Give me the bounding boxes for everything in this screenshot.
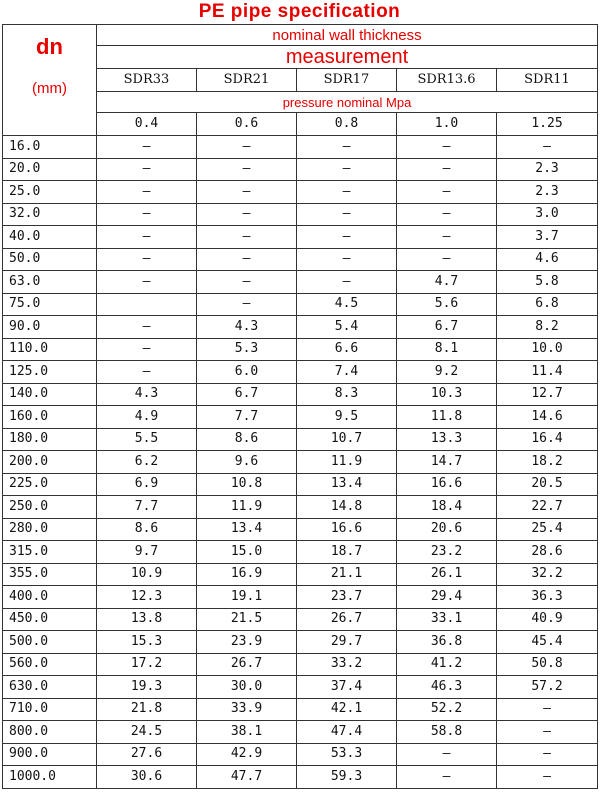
thickness-cell: – [197, 158, 297, 181]
header-row-wall [3, 25, 598, 46]
thickness-cell: 7.7 [97, 496, 197, 519]
thickness-cell: – [397, 248, 497, 271]
thickness-cell: – [197, 203, 297, 226]
table-row [3, 181, 598, 204]
table-row [3, 226, 598, 249]
thickness-cell: 14.8 [297, 496, 397, 519]
thickness-cell: 3.7 [497, 226, 598, 249]
dn-cell: 200.0 [3, 451, 97, 474]
table-row [3, 271, 598, 294]
thickness-cell: 4.3 [97, 383, 197, 406]
dn-cell: 710.0 [3, 698, 97, 721]
thickness-cell: 14.6 [497, 406, 598, 429]
pressure-value-cell: 0.6 [197, 113, 297, 136]
thickness-cell: 12.7 [497, 383, 598, 406]
thickness-cell: 15.0 [197, 541, 297, 564]
thickness-cell: 23.7 [297, 586, 397, 609]
dn-cell: 32.0 [3, 203, 97, 226]
thickness-cell: – [297, 203, 397, 226]
thickness-cell: – [497, 721, 598, 744]
table-row [3, 676, 598, 699]
table-row [3, 496, 598, 519]
thickness-cell: 13.8 [97, 608, 197, 631]
thickness-cell: 7.4 [297, 361, 397, 384]
thickness-cell: 17.2 [97, 653, 197, 676]
dn-cell: 1000.0 [3, 766, 97, 789]
thickness-cell: 26.1 [397, 563, 497, 586]
thickness-cell: – [197, 136, 297, 159]
thickness-cell: 29.7 [297, 631, 397, 654]
spec-table [2, 24, 598, 789]
dn-cell: 16.0 [3, 136, 97, 159]
thickness-cell: 32.2 [497, 563, 598, 586]
thickness-cell: 37.4 [297, 676, 397, 699]
thickness-cell: – [97, 203, 197, 226]
thickness-cell: 3.0 [497, 203, 598, 226]
thickness-cell: 45.4 [497, 631, 598, 654]
thickness-cell: 11.8 [397, 406, 497, 429]
dn-cell: 140.0 [3, 383, 97, 406]
thickness-cell: 11.9 [297, 451, 397, 474]
thickness-cell: 6.9 [97, 473, 197, 496]
thickness-cell: 41.2 [397, 653, 497, 676]
thickness-cell: 40.9 [497, 608, 598, 631]
thickness-cell: – [497, 698, 598, 721]
sdr-header-cell: SDR13.6 [397, 69, 497, 92]
thickness-cell: 53.3 [297, 743, 397, 766]
table-row [3, 158, 598, 181]
thickness-cell: 26.7 [197, 653, 297, 676]
thickness-cell: – [497, 766, 598, 789]
thickness-cell: 6.2 [97, 451, 197, 474]
thickness-cell: 6.8 [497, 293, 598, 316]
thickness-cell: 12.3 [97, 586, 197, 609]
table-row [3, 631, 598, 654]
pressure-value-cell: 0.4 [97, 113, 197, 136]
thickness-cell: 10.7 [297, 428, 397, 451]
thickness-cell: – [297, 248, 397, 271]
thickness-cell: 21.8 [97, 698, 197, 721]
thickness-cell: 22.7 [497, 496, 598, 519]
table-row [3, 608, 598, 631]
thickness-cell: 50.8 [497, 653, 598, 676]
table-row [3, 451, 598, 474]
thickness-cell: 20.6 [397, 518, 497, 541]
thickness-cell: 16.6 [397, 473, 497, 496]
thickness-cell: 20.5 [497, 473, 598, 496]
dn-cell: 500.0 [3, 631, 97, 654]
thickness-cell: 8.6 [97, 518, 197, 541]
dn-cell: 225.0 [3, 473, 97, 496]
thickness-cell: 21.5 [197, 608, 297, 631]
thickness-cell: – [97, 226, 197, 249]
thickness-cell: – [297, 181, 397, 204]
thickness-cell: 52.2 [397, 698, 497, 721]
thickness-cell: 9.7 [97, 541, 197, 564]
thickness-cell: – [297, 226, 397, 249]
thickness-cell: 10.0 [497, 338, 598, 361]
thickness-cell: 47.4 [297, 721, 397, 744]
thickness-cell: 9.2 [397, 361, 497, 384]
dn-cell: 355.0 [3, 563, 97, 586]
thickness-cell: – [97, 338, 197, 361]
thickness-cell: 6.0 [197, 361, 297, 384]
thickness-cell: 4.9 [97, 406, 197, 429]
pressure-value-cell: 1.0 [397, 113, 497, 136]
thickness-cell: 9.5 [297, 406, 397, 429]
table-row [3, 136, 598, 159]
thickness-cell: 8.6 [197, 428, 297, 451]
dn-cell: 25.0 [3, 181, 97, 204]
thickness-cell: 18.2 [497, 451, 598, 474]
thickness-cell: – [197, 248, 297, 271]
thickness-cell: 36.3 [497, 586, 598, 609]
thickness-cell: – [97, 181, 197, 204]
thickness-cell: 16.4 [497, 428, 598, 451]
page-title: PE pipe specification [198, 1, 401, 22]
table-row [3, 541, 598, 564]
thickness-cell: – [297, 136, 397, 159]
dn-cell: 75.0 [3, 293, 97, 316]
thickness-cell: – [197, 181, 297, 204]
thickness-cell: 14.7 [397, 451, 497, 474]
thickness-cell: 10.9 [97, 563, 197, 586]
pressure-value-cell: 1.25 [497, 113, 598, 136]
thickness-cell: – [97, 271, 197, 294]
table-row [3, 721, 598, 744]
table-row [3, 293, 598, 316]
table-row [3, 563, 598, 586]
thickness-cell: 33.2 [297, 653, 397, 676]
dn-unit: (mm) [32, 80, 67, 97]
thickness-cell: – [97, 158, 197, 181]
thickness-cell: 5.8 [497, 271, 598, 294]
dn-cell: 20.0 [3, 158, 97, 181]
thickness-cell [97, 293, 197, 316]
thickness-cell: – [97, 136, 197, 159]
spec-sheet [2, 2, 597, 789]
thickness-cell: 15.3 [97, 631, 197, 654]
thickness-cell: 38.1 [197, 721, 297, 744]
thickness-cell: – [397, 203, 497, 226]
dn-cell: 63.0 [3, 271, 97, 294]
thickness-cell: 30.0 [197, 676, 297, 699]
table-row [3, 518, 598, 541]
thickness-cell: – [497, 743, 598, 766]
table-row [3, 248, 598, 271]
thickness-cell: 8.2 [497, 316, 598, 339]
thickness-cell: 6.7 [397, 316, 497, 339]
thickness-cell: 23.9 [197, 631, 297, 654]
thickness-cell: 58.8 [397, 721, 497, 744]
thickness-cell: 7.7 [197, 406, 297, 429]
thickness-cell: 2.3 [497, 181, 598, 204]
table-row [3, 653, 598, 676]
sdr-header-cell: SDR17 [297, 69, 397, 92]
thickness-cell: 23.2 [397, 541, 497, 564]
thickness-cell: 13.3 [397, 428, 497, 451]
thickness-cell: 36.8 [397, 631, 497, 654]
thickness-cell: 16.6 [297, 518, 397, 541]
thickness-cell: 4.6 [497, 248, 598, 271]
thickness-cell: 5.3 [197, 338, 297, 361]
thickness-cell: 8.3 [297, 383, 397, 406]
thickness-cell: 11.4 [497, 361, 598, 384]
table-row [3, 203, 598, 226]
thickness-cell: 19.1 [197, 586, 297, 609]
thickness-cell: – [397, 158, 497, 181]
table-row [3, 338, 598, 361]
thickness-cell: – [197, 293, 297, 316]
thickness-cell: 4.3 [197, 316, 297, 339]
table-row [3, 361, 598, 384]
pressure-header: pressure nominal Mpa [97, 92, 598, 113]
thickness-cell: 11.9 [197, 496, 297, 519]
thickness-cell: 47.7 [197, 766, 297, 789]
table-row [3, 766, 598, 789]
spec-table-body [3, 25, 598, 789]
table-row [3, 698, 598, 721]
thickness-cell: 33.9 [197, 698, 297, 721]
dn-cell: 450.0 [3, 608, 97, 631]
thickness-cell: 18.7 [297, 541, 397, 564]
thickness-cell: 42.9 [197, 743, 297, 766]
table-row [3, 406, 598, 429]
thickness-cell: – [97, 316, 197, 339]
dn-cell: 50.0 [3, 248, 97, 271]
table-row [3, 743, 598, 766]
thickness-cell: 5.6 [397, 293, 497, 316]
thickness-cell: 8.1 [397, 338, 497, 361]
table-row [3, 428, 598, 451]
thickness-cell: – [297, 158, 397, 181]
dn-cell: 280.0 [3, 518, 97, 541]
thickness-cell: 29.4 [397, 586, 497, 609]
measurement-header: measurement [97, 46, 598, 69]
thickness-cell: 24.5 [97, 721, 197, 744]
thickness-cell: 9.6 [197, 451, 297, 474]
thickness-cell: 57.2 [497, 676, 598, 699]
thickness-cell: – [497, 136, 598, 159]
thickness-cell: 30.6 [97, 766, 197, 789]
thickness-cell: – [297, 271, 397, 294]
table-row [3, 473, 598, 496]
sdr-header-cell: SDR33 [97, 69, 197, 92]
pressure-value-cell: 0.8 [297, 113, 397, 136]
thickness-cell: – [397, 181, 497, 204]
dn-cell: 90.0 [3, 316, 97, 339]
thickness-cell: 2.3 [497, 158, 598, 181]
dn-cell: 400.0 [3, 586, 97, 609]
thickness-cell: 13.4 [297, 473, 397, 496]
dn-cell: 250.0 [3, 496, 97, 519]
thickness-cell: 46.3 [397, 676, 497, 699]
dn-cell: 40.0 [3, 226, 97, 249]
thickness-cell: 59.3 [297, 766, 397, 789]
thickness-cell: – [397, 743, 497, 766]
thickness-cell: 10.3 [397, 383, 497, 406]
dn-cell: 160.0 [3, 406, 97, 429]
thickness-cell: 6.7 [197, 383, 297, 406]
thickness-cell: 4.5 [297, 293, 397, 316]
dn-cell: 110.0 [3, 338, 97, 361]
thickness-cell: 42.1 [297, 698, 397, 721]
dn-cell: 315.0 [3, 541, 97, 564]
dn-cell: 180.0 [3, 428, 97, 451]
thickness-cell: 19.3 [97, 676, 197, 699]
thickness-cell: 6.6 [297, 338, 397, 361]
thickness-cell: 5.5 [97, 428, 197, 451]
thickness-cell: 28.6 [497, 541, 598, 564]
thickness-cell: 18.4 [397, 496, 497, 519]
dn-label: dn [36, 34, 63, 59]
dn-cell: 630.0 [3, 676, 97, 699]
dn-cell: 800.0 [3, 721, 97, 744]
thickness-cell: 16.9 [197, 563, 297, 586]
dn-header-cell [3, 25, 97, 136]
thickness-cell: – [97, 248, 197, 271]
thickness-cell: 4.7 [397, 271, 497, 294]
thickness-cell: 5.4 [297, 316, 397, 339]
thickness-cell: – [197, 271, 297, 294]
thickness-cell: 25.4 [497, 518, 598, 541]
thickness-cell: – [97, 361, 197, 384]
thickness-cell: 26.7 [297, 608, 397, 631]
thickness-cell: 33.1 [397, 608, 497, 631]
thickness-cell: – [397, 136, 497, 159]
thickness-cell: – [197, 226, 297, 249]
table-row [3, 316, 598, 339]
dn-cell: 900.0 [3, 743, 97, 766]
sdr-header-cell: SDR21 [197, 69, 297, 92]
table-row [3, 383, 598, 406]
thickness-cell: 27.6 [97, 743, 197, 766]
thickness-cell: 21.1 [297, 563, 397, 586]
dn-cell: 125.0 [3, 361, 97, 384]
thickness-cell: 10.8 [197, 473, 297, 496]
thickness-cell: – [397, 226, 497, 249]
thickness-cell: – [397, 766, 497, 789]
thickness-cell: 13.4 [197, 518, 297, 541]
sdr-header-cell: SDR11 [497, 69, 598, 92]
wall-thickness-header: nominal wall thickness [97, 25, 598, 46]
table-row [3, 586, 598, 609]
dn-cell: 560.0 [3, 653, 97, 676]
